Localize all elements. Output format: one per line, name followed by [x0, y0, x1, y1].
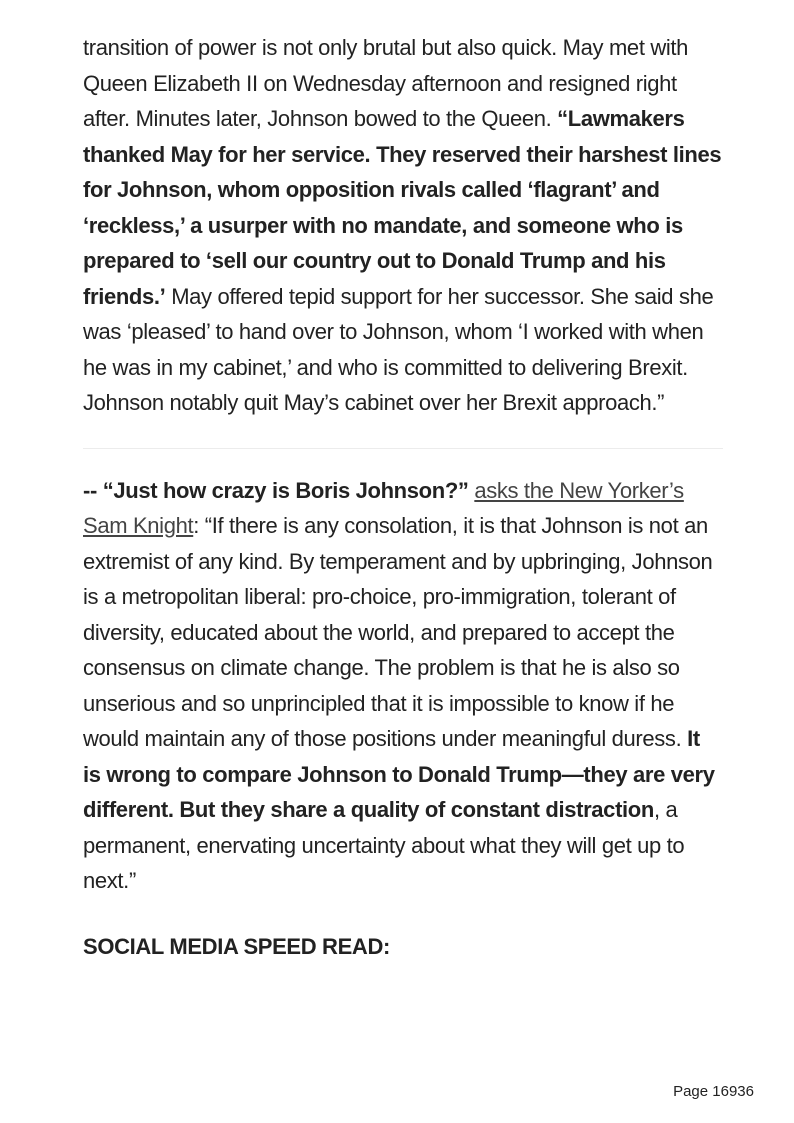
paragraph-may-resignation: [83, 30, 723, 421]
bold-quote: “Lawmakers thanked May for her service. They reserved their harshest lines for Johnson, whom opposition rivals called ‘flagrant’ and ‘reckless,’ a usurper with no mandate, and someone who is prepared to ‘sell our country out to Donald Trump and his friends.’: [83, 106, 722, 309]
new-yorker-link[interactable]: asks the New Yorker’s Sam Knight: [83, 477, 684, 538]
bold-lead: -- “Just how crazy is Boris Johnson?”: [83, 477, 469, 503]
bold-quote: It is wrong to compare Johnson to Donald Trump—they are very different. But they share a quality of constant distraction: [83, 726, 715, 822]
page-number: Page 16936: [673, 1083, 754, 1100]
paragraph-text: transition of power is not only brutal but also quick. May met with Queen Elizabeth II on Wednesday afternoon and resigned right after. Minutes later, Johnson bowed to the Queen.: [83, 35, 689, 131]
paragraph-text: May offered tepid support for her successor. She said she was ‘pleased’ to hand over to Johnson, whom ‘I worked with when he was in my cabinet,’ and who is committed to delivering Brexit. Johnson notably quit May’s cabinet over her Brexit approach.”: [83, 283, 714, 415]
section-heading: SOCIAL MEDIA SPEED READ:: [83, 933, 390, 959]
paragraph-text: , a permanent, enervating uncertainty about what they will get up to next.”: [83, 797, 685, 893]
paragraph-johnson-new-yorker: [83, 473, 723, 899]
paragraph-text: : “If there is any consolation, it is that Johnson is not an extremist of any kind. By temperament and by upbringing, Johnson is a metropolitan liberal: pro-choice, pro-immigration, tolerant of diversity, educated about the world, and prepared to accept the consensus on climate change. The problem is that he is also so unserious and so unprincipled that it is impossible to know if he would maintain any of those positions under meaningful duress.: [83, 513, 713, 751]
article-body: [83, 30, 723, 964]
section-divider: [83, 448, 723, 449]
